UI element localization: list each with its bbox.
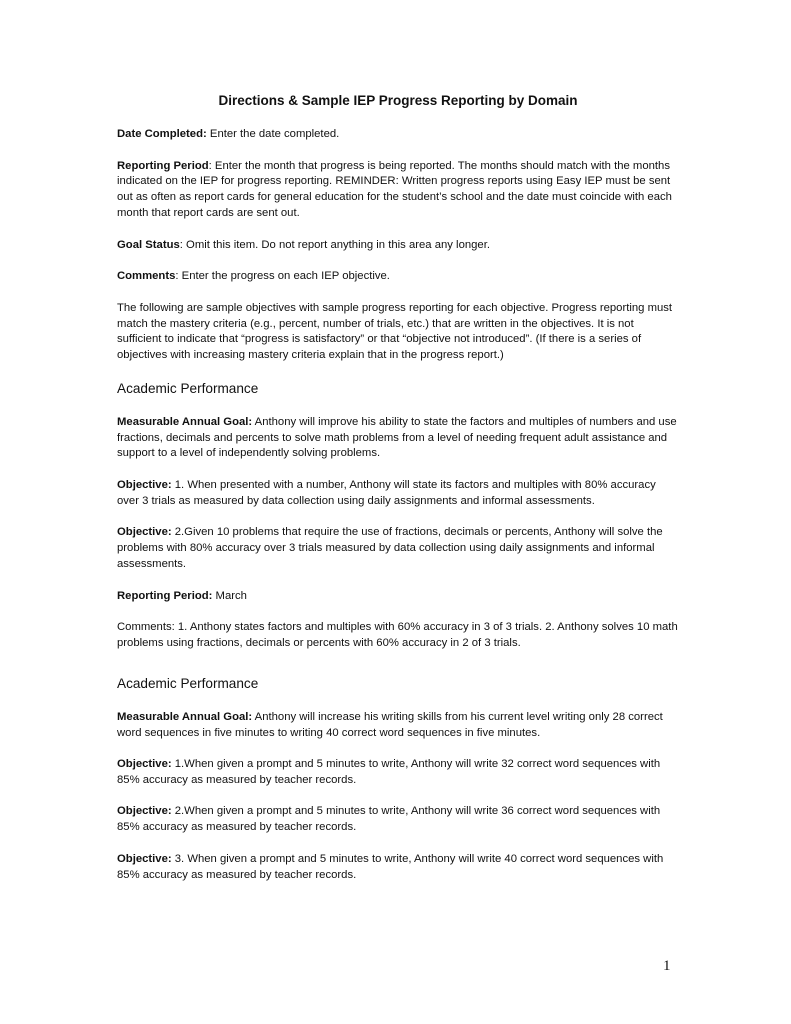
sample-intro-paragraph: The following are sample objectives with sample progress reporting for each objective. Progress reporting must match the mastery criteria (e.g., percent, number of trials, etc.) that are written in the objectives. It is not sufficient to indicate that “progress is satisfactory” or that “objective not introduced”. (If there is a series of objectives with increasing mastery criteria explain that in the progress report.)	[117, 301, 673, 362]
objective-text: 1.When given a prompt and 5 minutes to write, Anthony will write 32 correct word sequences with 85% accuracy as measured by teacher records.	[117, 758, 661, 786]
objective-label: Objective:	[117, 852, 172, 865]
reporting-period-label: Reporting Period	[117, 159, 209, 172]
objective-paragraph	[117, 525, 679, 572]
objective-text: 3. When given a prompt and 5 minutes to write, Anthony will write 40 correct word sequences with 85% accuracy as measured by teacher records.	[117, 852, 664, 881]
objective-label: Objective:	[117, 478, 172, 491]
objective-label: Objective:	[117, 526, 172, 539]
reporting-period-paragraph	[117, 159, 679, 222]
reporting-period-text: : Enter the month that progress is being reported. The months should match with the months indicated on the IEP for progress reporting. REMINDER: Written progress reports using Easy IEP must be sent out as often as report cards for general education for the student’s school and the date must coincide with each month that report cards are sent out.	[117, 159, 672, 219]
goal-status-paragraph	[117, 238, 679, 254]
comments-label: Comments	[117, 270, 176, 283]
comments-text: : Enter the progress on each IEP objective.	[175, 270, 390, 283]
progress-comments-paragraph: Comments: 1. Anthony states factors and multiples with 60% accuracy in 3 of 3 trials. 2. Anthony solves 10 math problems using fractions, decimals or percents with 60% accuracy in 2 of 3 trials.	[117, 621, 678, 649]
document-page	[117, 92, 679, 899]
objective-label: Objective:	[117, 805, 172, 818]
date-completed-label: Date Completed:	[117, 128, 207, 140]
goal-status-text: : Omit this item. Do not report anything in this area any longer.	[179, 238, 490, 251]
objective-paragraph	[117, 757, 679, 789]
date-completed-paragraph	[117, 127, 679, 143]
reporting-period-value-paragraph	[117, 589, 679, 605]
page-title: Directions & Sample IEP Progress Reporting by Domain	[218, 93, 578, 108]
objective-text: 2.Given 10 problems that require the use of fractions, decimals or percents, Anthony will solve the problems with 80% accuracy over 3 trials measured by data collection using daily assignments and informal assessments.	[117, 526, 663, 570]
objective-paragraph	[117, 852, 679, 884]
page-number: 1	[663, 958, 671, 974]
objective-paragraph	[117, 478, 679, 510]
annual-goal-text: Anthony will improve his ability to state the factors and multiples of numbers and use fractions, decimals and percents to solve math problems from a level of needing frequent adult assistance and support to a level of independently solving problems.	[117, 415, 677, 460]
objective-label: Objective:	[117, 758, 172, 771]
annual-goal-text: Anthony will increase his writing skills from his current level writing only 28 correct word sequences in five minutes to writing 40 correct word sequences in five minutes.	[117, 710, 663, 739]
reporting-period-value-label: Reporting Period:	[117, 589, 213, 602]
objective-paragraph	[117, 804, 679, 836]
section-heading-academic-performance-2: Academic Performance	[117, 675, 259, 691]
date-completed-text: Enter the date completed.	[206, 128, 340, 140]
comments-instruction-paragraph	[117, 269, 679, 285]
section-heading-academic-performance-1: Academic Performance	[117, 380, 259, 396]
objective-text: 1. When presented with a number, Anthony will state its factors and multiples with 80% accuracy over 3 trials as measured by data collection using daily assignments and informal assessments.	[117, 478, 656, 507]
objective-text: 2.When given a prompt and 5 minutes to write, Anthony will write 36 correct word sequences with 85% accuracy as measured by teacher records.	[117, 805, 661, 834]
annual-goal-paragraph-1	[117, 415, 679, 462]
annual-goal-paragraph-2	[117, 710, 679, 742]
annual-goal-label: Measurable Annual Goal:	[117, 415, 253, 428]
goal-status-label: Goal Status	[117, 238, 180, 251]
reporting-period-value: March	[212, 589, 247, 602]
annual-goal-label: Measurable Annual Goal:	[117, 710, 253, 723]
